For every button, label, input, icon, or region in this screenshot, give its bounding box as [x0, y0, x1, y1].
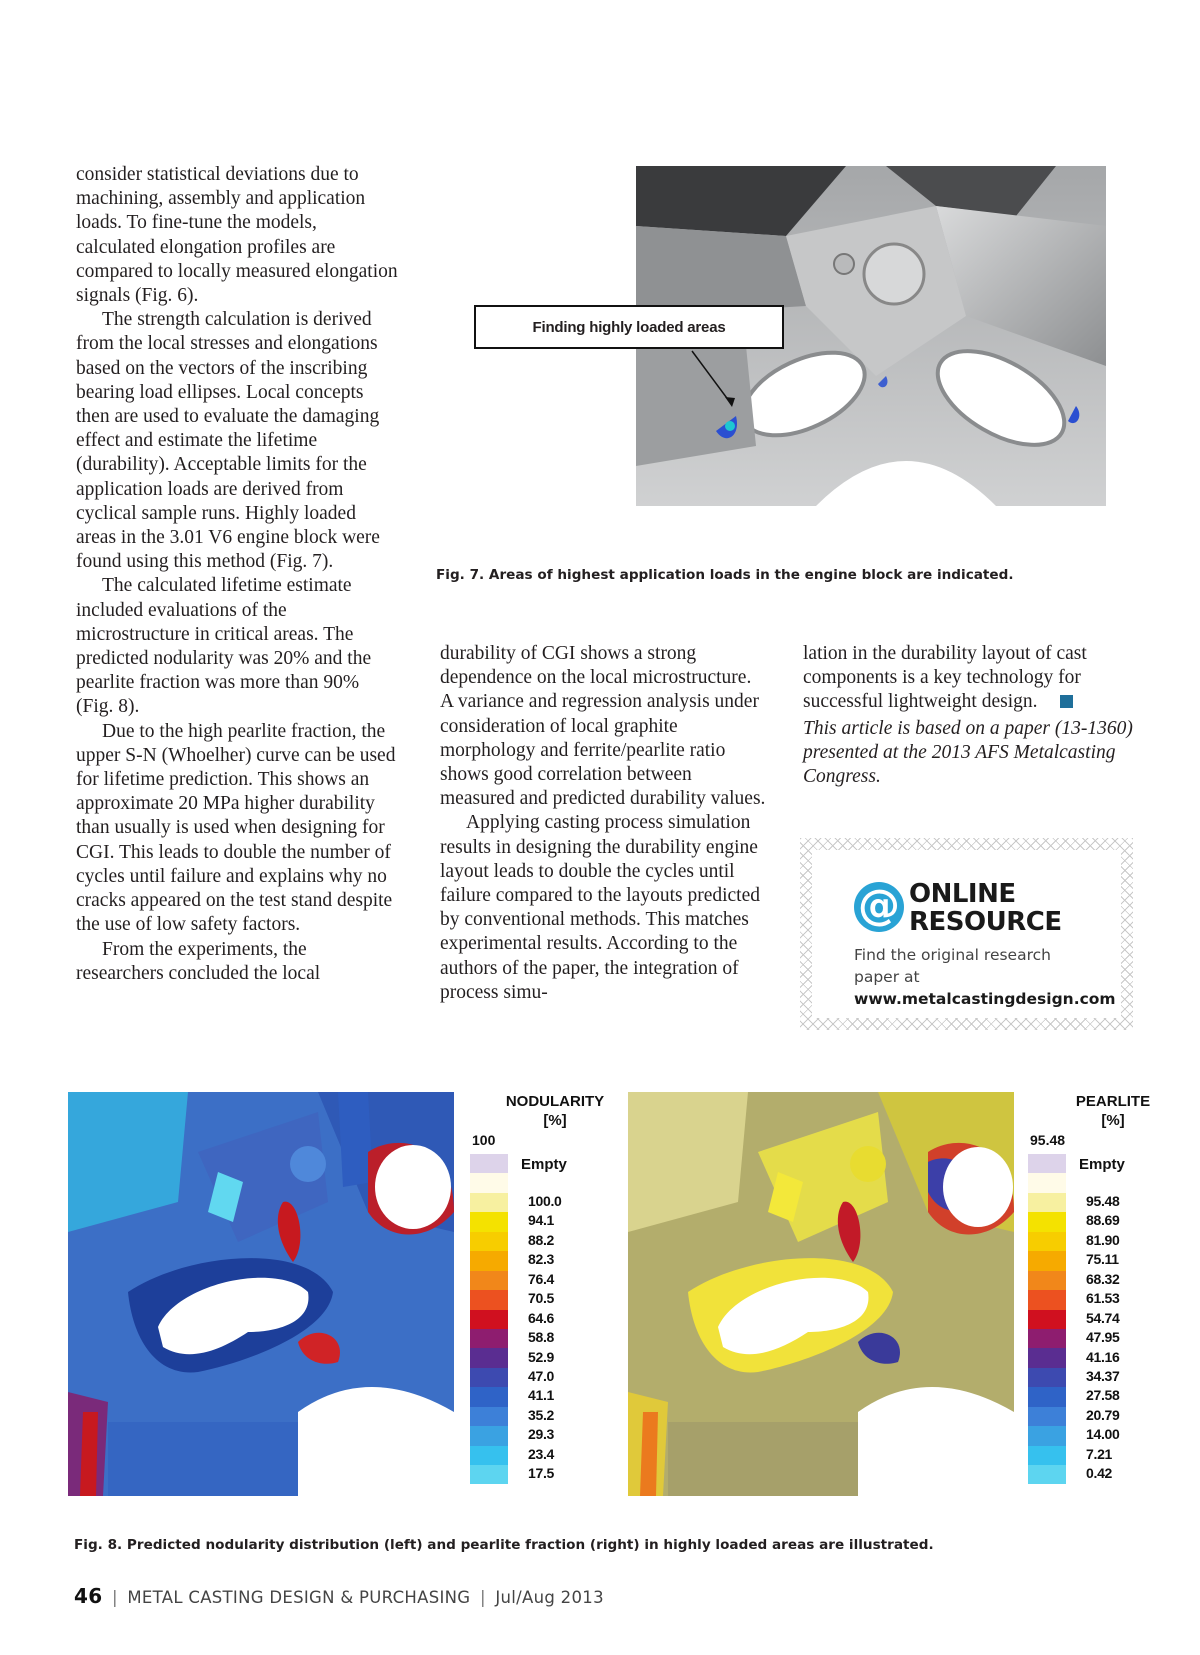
pearlite-legend — [1020, 1092, 1170, 1504]
legend-swatch — [470, 1329, 508, 1348]
pearlite-fraction-map — [628, 1092, 1014, 1496]
legend-swatch — [1028, 1154, 1066, 1173]
legend-tick-label: 52.9 — [528, 1348, 555, 1365]
legend-swatch — [470, 1154, 508, 1173]
paragraph: The calculated lifetime estimate included evaluations of the microstructure in critical areas. The predicted nodularity was 20% and the pearlite fraction was more than 90% (Fig. 8). — [76, 575, 372, 718]
paragraph: From the experiments, the researchers concluded the local — [76, 938, 321, 984]
legend-max: 100 — [472, 1132, 496, 1148]
issue-date: Jul/Aug 2013 — [495, 1588, 604, 1607]
legend-swatch — [1028, 1212, 1066, 1231]
legend-swatch — [1028, 1348, 1066, 1367]
legend-tick-label: 7.21 — [1086, 1445, 1113, 1462]
legend-swatch — [1028, 1173, 1066, 1192]
legend-swatch — [1028, 1251, 1066, 1270]
legend-swatch — [470, 1290, 508, 1309]
article-column-2 — [440, 642, 767, 1005]
legend-swatch — [470, 1348, 508, 1367]
legend-swatch — [1028, 1446, 1066, 1465]
legend-ticks — [528, 1192, 562, 1484]
fig7-callout-label: Finding highly loaded areas — [474, 305, 784, 349]
legend-swatch — [1028, 1465, 1066, 1484]
paragraph: durability of CGI shows a strong dependence on the local microstructure. A variance and regression analysis under consideration of local graphite morphology and ferrite/pearlite ratio shows good correlation between measured and predicted durability values. — [440, 643, 766, 810]
page-footer — [74, 1584, 604, 1608]
legend-swatch — [1028, 1271, 1066, 1290]
legend-tick-label: 41.1 — [528, 1387, 555, 1404]
legend-tick-label: 47.0 — [528, 1367, 555, 1384]
nodularity-distribution-map — [68, 1092, 454, 1496]
legend-tick-label: 17.5 — [528, 1465, 555, 1482]
paragraph: Due to the high pearlite fraction, the upper S-N (Whoelher) curve can be used for lifetime prediction. This shows an approximate 20 MPa higher durability than usually is used when designing for CGI. This leads to double the number of cycles until failure and explains why no cracks appeared on the test stand despite the use of low safety factors. — [76, 720, 396, 936]
legend-tick-label: 34.37 — [1086, 1367, 1120, 1384]
article-column-3 — [803, 642, 1133, 789]
legend-tick-label: 95.48 — [1086, 1193, 1120, 1209]
paragraph: Applying casting process simulation results in designing the durability engine layout leads to double the cycles until failure compared to the layouts predicted by conventional methods. This matches experimental results. According to the authors of the paper, the integration of process simu- — [440, 812, 760, 1003]
legend-tick-label: 41.16 — [1086, 1348, 1120, 1365]
legend-swatch — [1028, 1310, 1066, 1329]
legend-swatch — [1028, 1387, 1066, 1406]
legend-tick-label: 76.4 — [528, 1270, 555, 1287]
article-column-1 — [76, 163, 398, 986]
legend-swatch — [1028, 1426, 1066, 1445]
online-resource-title: ONLINE RESOURCE — [909, 879, 1062, 937]
legend-tick-label: 68.32 — [1086, 1270, 1120, 1287]
legend-tick-label: 58.8 — [528, 1329, 555, 1346]
legend-swatch — [470, 1232, 508, 1251]
legend-tick-label: 27.58 — [1086, 1387, 1120, 1404]
legend-tick-label: 75.11 — [1086, 1251, 1119, 1268]
paragraph: lation in the durability layout of cast components is a key technology for successful lightweight design. — [803, 643, 1087, 713]
legend-tick-label: 47.95 — [1086, 1329, 1120, 1346]
legend-swatch — [1028, 1407, 1066, 1426]
legend-tick-label: 14.00 — [1086, 1426, 1120, 1443]
footer-separator: | — [479, 1588, 486, 1607]
legend-swatch — [1028, 1329, 1066, 1348]
online-resource-url[interactable]: www.metalcastingdesign.com — [854, 990, 1116, 1008]
legend-color-bar — [470, 1154, 508, 1484]
legend-tick-label: 82.3 — [528, 1251, 555, 1268]
legend-swatch — [1028, 1193, 1066, 1212]
legend-tick-label: 35.2 — [528, 1406, 555, 1423]
legend-swatch — [470, 1193, 508, 1212]
legend-swatch — [1028, 1290, 1066, 1309]
legend-tick-label: 0.42 — [1086, 1465, 1113, 1482]
fig8-caption: Fig. 8. Predicted nodularity distribution (left) and pearlite fraction (right) in highly loaded areas are illustrated. — [74, 1537, 934, 1553]
legend-tick-label: 54.74 — [1086, 1309, 1120, 1326]
legend-tick-label: 20.79 — [1086, 1406, 1120, 1423]
online-resource-body: Find the original research paper at www.metalcastingdesign.com — [854, 946, 1116, 1008]
footer-separator: | — [111, 1588, 118, 1607]
paragraph: The strength calculation is derived from the local stresses and elongations based on the vectors of the inscribing bearing load ellipses. Local concepts then are used to evaluate the damaging effect and estimate the lifetime (durability). Acceptable limits for the application loads are derived from cyclical sample runs. Highly loaded areas in the 3.01 V6 engine block were found using this method (Fig. 7). — [76, 309, 380, 573]
legend-swatch — [470, 1465, 508, 1484]
legend-title: NODULARITY [%] — [505, 1093, 605, 1129]
author-note: This article is based on a paper (13-1360) presented at the 2013 AFS Metalcasting Congress. — [803, 717, 1133, 788]
page-number: 46 — [74, 1584, 103, 1608]
fig7-caption: Fig. 7. Areas of highest application loads in the engine block are indicated. — [436, 567, 1014, 583]
end-mark-icon — [1060, 695, 1073, 708]
legend-title: PEARLITE [%] — [1075, 1093, 1151, 1129]
legend-tick-label: 88.2 — [528, 1231, 555, 1248]
legend-swatch — [470, 1368, 508, 1387]
legend-empty-label: Empty — [521, 1156, 567, 1173]
legend-swatch — [470, 1271, 508, 1290]
legend-swatch — [1028, 1368, 1066, 1387]
legend-swatch — [470, 1310, 508, 1329]
legend-swatch — [470, 1173, 508, 1192]
legend-tick-label: 94.1 — [528, 1212, 555, 1229]
legend-tick-label: 61.53 — [1086, 1290, 1120, 1307]
legend-ticks — [1086, 1192, 1120, 1484]
legend-empty-label: Empty — [1079, 1156, 1125, 1173]
legend-swatch — [470, 1212, 508, 1231]
fig7-callout-arrow — [690, 349, 750, 411]
at-icon: @ — [854, 882, 904, 932]
online-resource-box — [800, 838, 1133, 1030]
legend-swatch — [470, 1446, 508, 1465]
paragraph: consider statistical deviations due to machining, assembly and application loads. To fine-tune the models, calculated elongation profiles are compared to locally measured elongation signals (Fig. 6). — [76, 164, 398, 307]
legend-swatch — [1028, 1232, 1066, 1251]
legend-tick-label: 70.5 — [528, 1290, 555, 1307]
legend-tick-label: 81.90 — [1086, 1231, 1120, 1248]
legend-color-bar — [1028, 1154, 1066, 1484]
legend-tick-label: 88.69 — [1086, 1212, 1120, 1229]
legend-swatch — [470, 1407, 508, 1426]
legend-swatch — [470, 1387, 508, 1406]
nodularity-legend — [462, 1092, 612, 1504]
publication-name: METAL CASTING DESIGN & PURCHASING — [127, 1588, 471, 1607]
legend-tick-label: 29.3 — [528, 1426, 555, 1443]
legend-max: 95.48 — [1030, 1132, 1066, 1148]
legend-swatch — [470, 1251, 508, 1270]
legend-swatch — [470, 1426, 508, 1445]
legend-tick-label: 100.0 — [528, 1193, 562, 1209]
legend-tick-label: 64.6 — [528, 1309, 555, 1326]
legend-tick-label: 23.4 — [528, 1445, 555, 1462]
